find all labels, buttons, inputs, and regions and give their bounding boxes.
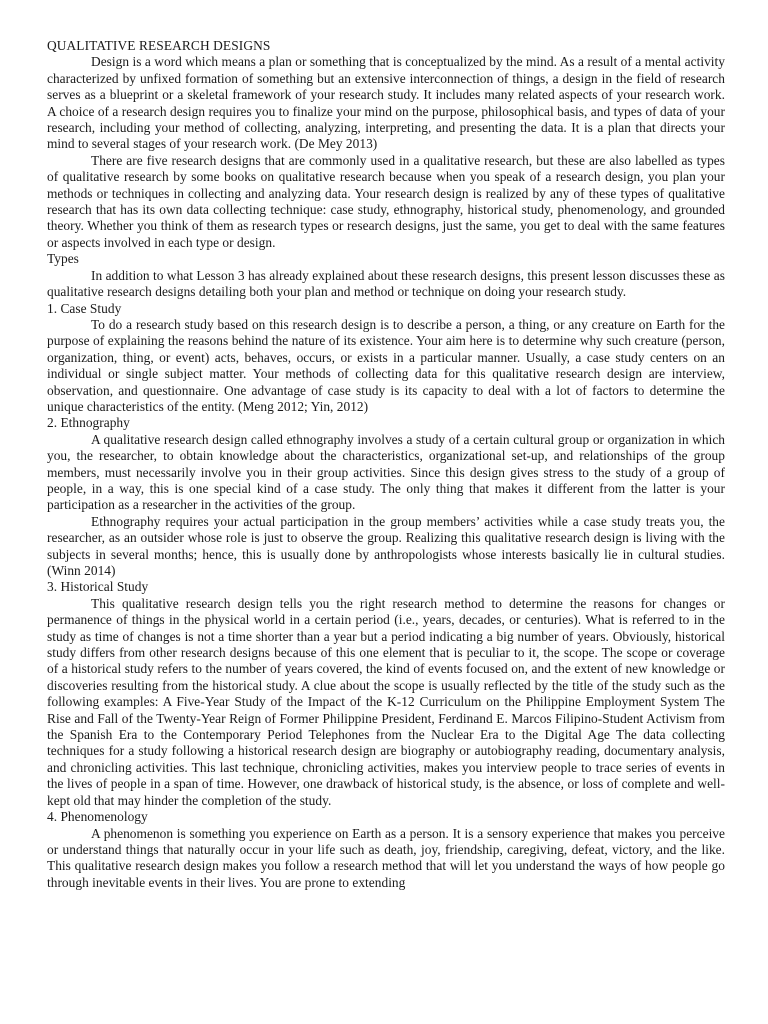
- types-paragraph: In addition to what Lesson 3 has already explained about these research designs, this present lesson discusses these as qualitative research designs detailing both your plan and method or technique on doing your research study.: [47, 267, 725, 300]
- section-heading-historical-study: 3. Historical Study: [47, 579, 149, 595]
- document-title: QUALITATIVE RESEARCH DESIGNS: [47, 38, 271, 53]
- types-heading: Types: [47, 251, 79, 267]
- case-study-paragraph: To do a research study based on this research design is to describe a person, a thing, or any creature on Earth for the purpose of explaining the reasons behind the nature of its existence. Your aim here is to determine why such creature (person, organization, thing, or event) acts, behaves, occurs, or exists in a particular manner. Usually, a case study centers on an individual or single subject matter. Your methods of collecting data for this qualitative research design are interview, observation, and questionnaire. One advantage of case study is its capacity to deal with a lot of factors to determine the unique characteristics of the entity. (Meng 2012; Yin, 2012): [47, 316, 725, 414]
- intro-paragraph-1: Design is a word which means a plan or something that is conceptualized by the mind. As a result of a mental activity characterized by unfixed formation of something but an extensive interconnection of things, a design in the field of research serves as a blueprint or a skeletal framework of your research study. It includes many related aspects of your research work. A choice of a research design requires you to finalize your mind on the purpose, philosophical basis, and types of data of your research, including your method of collecting, analyzing, interpreting, and presenting the data. It is a plan that directs your mind to several stages of your research work. (De Mey 2013): [47, 54, 725, 152]
- document-page: [47, 38, 725, 891]
- intro-paragraph-2: There are five research designs that are commonly used in a qualitative research, but these are also labelled as types of qualitative research by some books on qualitative research because when you speak of a research design, you plan your methods or techniques in collecting and analyzing data. Your research design is realized by any of these types of qualitative research that has its own data collecting technique: case study, ethnography, historical study, phenomenology, and grounded theory. Whether you think of them as research types or research designs, just the same, you get to deal with the same features or aspects involved in each type or design.: [47, 152, 725, 250]
- section-heading-ethnography: 2. Ethnography: [47, 415, 130, 431]
- phenomenology-paragraph: A phenomenon is something you experience on Earth as a person. It is a sensory experience that makes you perceive or understand things that naturally occur in your life such as death, joy, friendship, caregiving, defeat, victory, and the like. This qualitative research design makes you follow a research method that will let you understand the ways of how people go through inevitable events in their lives. You are prone to extending: [47, 825, 725, 890]
- section-heading-case-study: 1. Case Study: [47, 300, 122, 316]
- historical-study-paragraph: This qualitative research design tells you the right research method to determine the reasons for changes or permanence of things in the physical world in a certain period (i.e., years, decades, or centuries). What is referred to in the study as time of changes is not a time shorter than a year but a period indicating a big number of years. Obviously, historical study differs from other research designs because of this one element that is peculiar to it, the scope. The scope or coverage of a historical study refers to the number of years covered, the kind of events focused on, and the extent of new knowledge or discoveries resulting from the historical study. A clue about the scope is usually reflected by the title of the study such as the following examples: A Five-Year Study of the Impact of the K-12 Curriculum on the Philippine Employment System The Rise and Fall of the Twenty-Year Reign of Former Philippine President, Ferdinand E. Marcos Filipino-Student Activism from the Spanish Era to the Contemporary Period Telephones from the Nuclear Era to the Digital Age The data collecting techniques for a study following a historical research design are biography or autobiography reading, documentary analysis, and chronicling activities. This last technique, chronicling activities, makes you interview people to trace series of events in the lives of people in a span of time. However, one drawback of historical study, is the absence, or loss of complete and well-kept old that may hinder the completion of the study.: [47, 595, 725, 808]
- ethnography-paragraph-1: A qualitative research design called ethnography involves a study of a certain cultural group or organization in which you, the researcher, to obtain knowledge about the characteristics, organizational set-up, and relationships of the group members, must necessarily involve you in their group activities. Since this design gives stress to the study of a group of people, in a way, this is one special kind of a case study. The only thing that makes it different from the latter is your participation as a researcher in the activities of the group.: [47, 431, 725, 513]
- ethnography-paragraph-2: Ethnography requires your actual participation in the group members’ activities while a case study treats you, the researcher, as an outsider whose role is just to observe the group. Realizing this qualitative research design is living with the subjects in several months; hence, this is usually done by anthropologists whose interests basically lie in cultural studies. (Winn 2014): [47, 513, 725, 578]
- section-heading-phenomenology: 4. Phenomenology: [47, 809, 148, 825]
